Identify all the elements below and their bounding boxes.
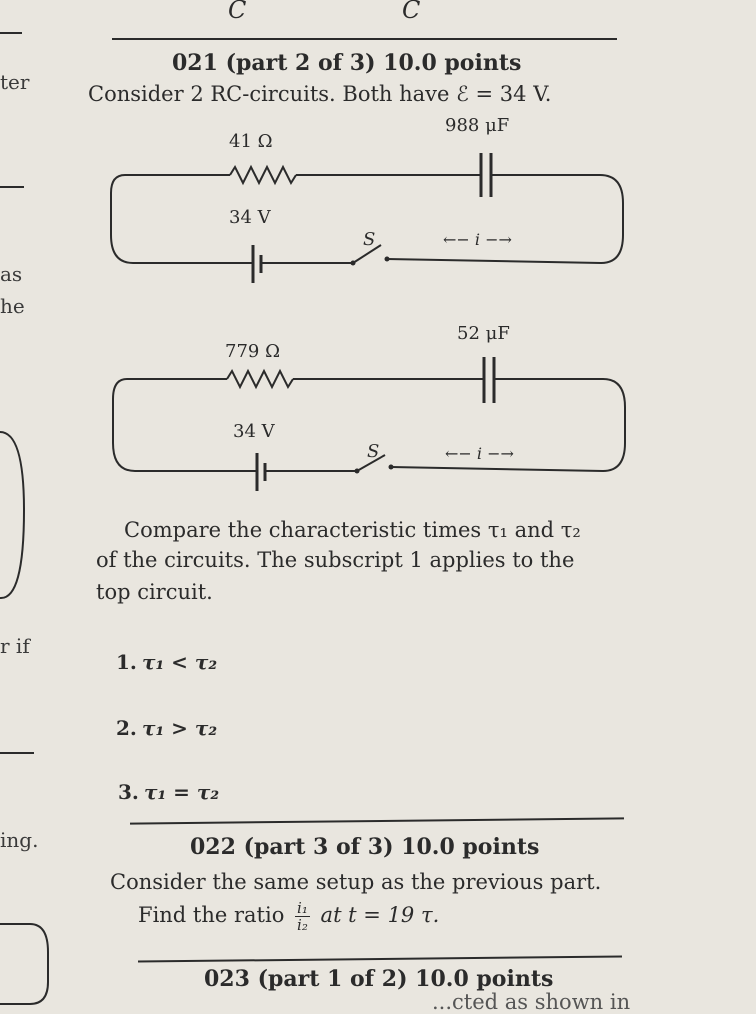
answer-option[interactable] [118,780,219,804]
question-021-title: 021 (part 2 of 3) 10.0 points [172,50,522,76]
question-021-intro: Consider 2 RC-circuits. Both have ℰ = 34 V. [88,82,552,106]
top-fragment-left: C [228,0,247,24]
left-margin-rule-3 [0,752,34,754]
left-margin-rule-2 [0,186,24,188]
left-margin-fragment: r if [0,634,30,658]
option-text: τ₁ = τ₂ [143,780,220,804]
question-022-text: Consider the same setup as the previous part. [110,870,602,894]
resistor-1-symbol [230,167,296,183]
battery-2-label: 34 V [233,421,275,442]
ratio-fraction [295,900,310,933]
left-margin-fragment: he [0,294,25,318]
current-1-label: ←− i −→ [443,230,512,249]
battery-1-symbol [253,245,261,283]
option-number: 2. [116,716,137,740]
left-margin-bracket [0,420,40,610]
question-021-prompt: Compare the characteristic times τ₁ and τ₂ [124,518,581,542]
left-margin-fragment: ter [0,70,30,94]
question-022-title: 022 (part 3 of 3) 10.0 points [190,834,540,860]
find-suffix: at t = 19 τ. [320,903,440,927]
question-divider [130,817,624,824]
ratio-numerator: i₁ [297,899,308,917]
left-margin-fragment: as [0,262,23,286]
resistor-1-label: 41 Ω [229,131,273,152]
top-fragment-right: C [402,0,421,24]
question-023-cut-text: ...cted as shown in [432,990,631,1014]
question-023-title: 023 (part 1 of 2) 10.0 points [204,966,554,992]
question-022-find [138,900,439,933]
question-divider [138,955,622,962]
resistor-2-label: 779 Ω [225,341,281,362]
option-text: τ₁ < τ₂ [141,650,218,674]
ratio-denominator: i₂ [297,916,308,934]
capacitor-2-symbol [484,357,494,403]
circuit-diagram-2 [105,315,635,515]
switch-2-label: S [367,441,380,462]
current-2-label: ←− i −→ [445,444,514,463]
capacitor-2-label: 52 μF [457,323,510,344]
option-number: 3. [118,780,139,804]
circuit-diagram-1 [105,105,635,305]
find-prefix: Find the ratio [138,903,285,927]
left-margin-rule-1 [0,32,22,34]
battery-1-label: 34 V [229,207,271,228]
answer-option[interactable] [116,650,217,674]
option-text: τ₁ > τ₂ [141,716,218,740]
capacitor-1-symbol [481,153,491,197]
left-margin-fragment: ing. [0,828,39,852]
option-number: 1. [116,650,137,674]
top-divider [112,38,617,40]
capacitor-1-label: 988 μF [445,115,510,136]
question-021-prompt: top circuit. [96,580,213,604]
battery-2-symbol [257,453,265,491]
question-021-prompt: of the circuits. The subscript 1 applies to the [96,548,575,572]
resistor-2-symbol [227,371,293,387]
answer-option[interactable] [116,716,217,740]
left-margin-box [0,912,60,1008]
switch-1-label: S [363,229,376,250]
